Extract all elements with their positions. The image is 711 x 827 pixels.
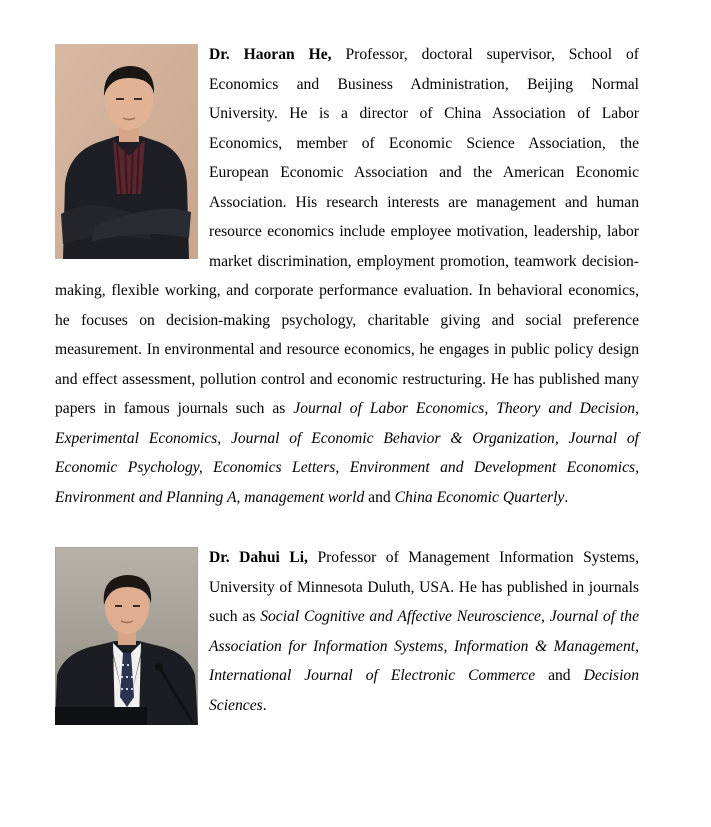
bio-dahui-li: [55, 543, 639, 720]
bio-name-haoran-he: Dr. Haoran He,: [209, 46, 332, 63]
bio-journals-dahui-li: Social Cognitive and Affective Neuroscience, Journal of the Association for Information Systems, Information & Management, International Journal of Electronic Commerce: [209, 608, 639, 684]
bio-end-haoran-he: .: [564, 488, 569, 506]
bio-connector-haoran-he: and: [364, 488, 395, 506]
bio-last-journal-haoran-he: China Economic Quarterly: [394, 488, 565, 506]
bio-text-haoran-he: Professor, doctoral supervisor, School of Economics and Business Administration, Beijing Normal University. He is a director of China Association of Labor Economics, member of Economic Science Association, the European Economic Association and the American Economic Association. His research interests are management and human resource economics include employee motivation, leadership, labor market discrimination, employment promotion, teamwork decision-making, flexible working, and corporate performance evaluation. In behavioral economics, he focuses on decision-making psychology, charitable giving and social preference measurement. In environmental and resource economics, he engages in public policy design and effect assessment, pollution control and economic restructuring. He has published many papers in famous journals such as: [55, 46, 639, 417]
bio-name-dahui-li: Dr. Dahui Li,: [209, 549, 308, 566]
bio-end-dahui-li: .: [262, 696, 267, 714]
portrait-photo-haoran-he: [55, 44, 198, 259]
portrait-photo-dahui-li: [55, 547, 198, 725]
bio-text-dahui-li: Professor of Management Information Systems, University of Minnesota Duluth, USA. He has published in journals such as: [209, 549, 639, 625]
bio-journals-haoran-he: Journal of Labor Economics, Theory and Decision, Experimental Economics, Journal of Economic Behavior & Organization, Journal of Economic Psychology, Economics Letters, Environment and Development Economics, Environment and Planning A, management world: [55, 400, 639, 506]
page-content: [55, 40, 639, 725]
bio-haoran-he: [55, 40, 639, 512]
bio-last-journal-dahui-li: Decision Sciences: [209, 667, 639, 714]
bio-connector-dahui-li: and: [535, 667, 584, 684]
